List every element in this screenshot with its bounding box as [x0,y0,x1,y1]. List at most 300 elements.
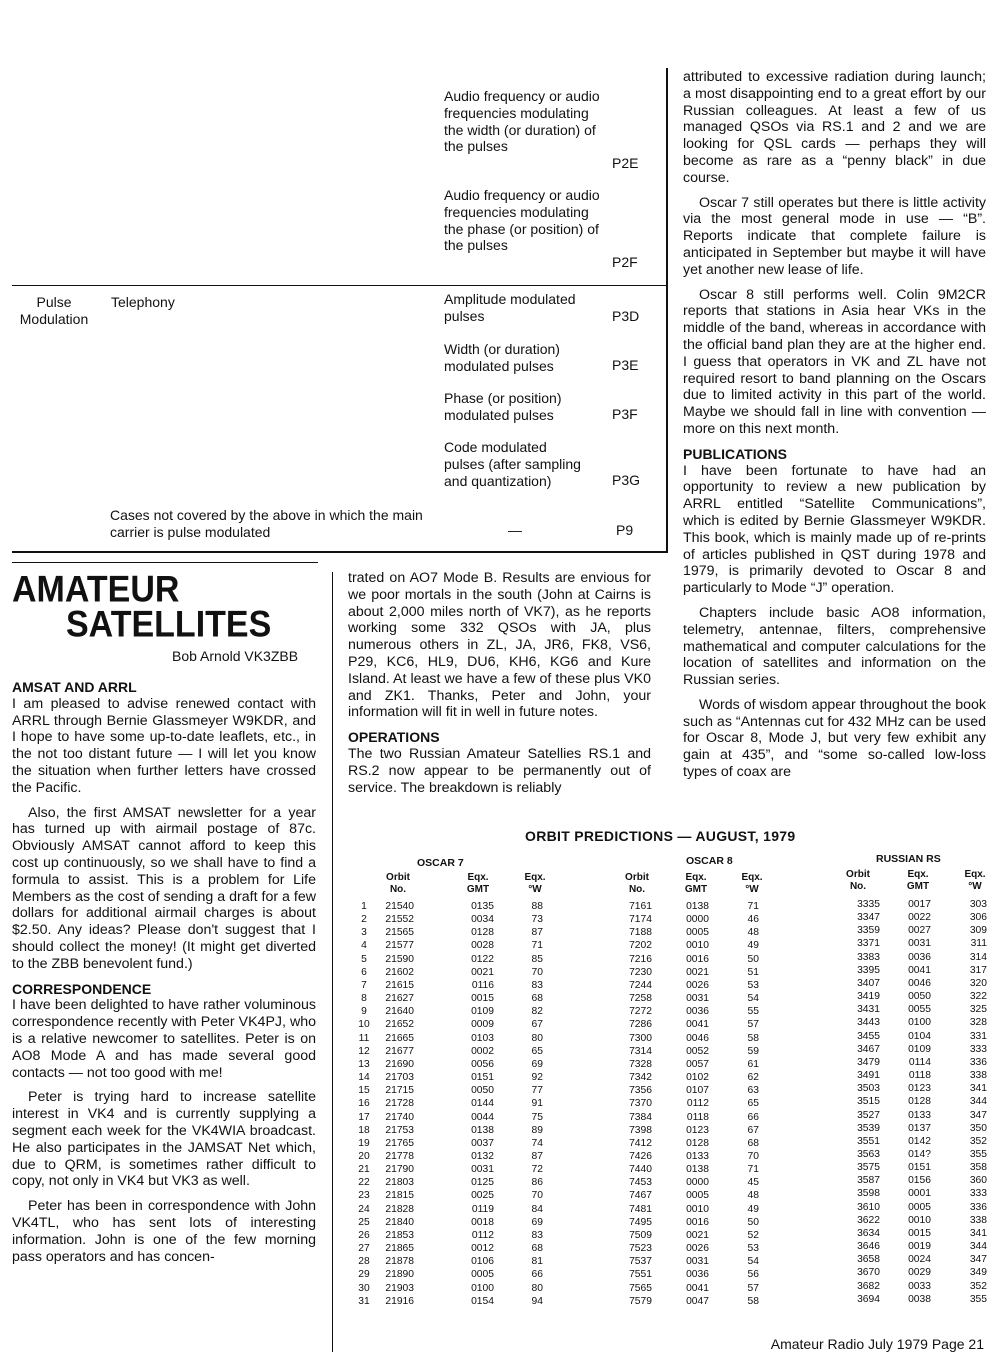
orbit-cell: 0106 [471,1256,494,1268]
orbit-cell: 0015 [908,1227,931,1239]
orbit-cell: 0021 [471,966,494,978]
orbit-cell: 3598 [857,1188,880,1200]
orbit-cell: 26 [358,1229,370,1241]
orbit-column-o8_orbit [608,900,652,1308]
orbit-column-header: Eqx. °W [524,872,546,895]
orbit-cell: 21778 [385,1150,414,1162]
orbit-cell: 1 [361,901,367,912]
orbit-cell: 3335 [857,899,880,910]
orbit-cell: 49 [747,940,759,952]
orbit-cell: 336 [969,1056,987,1068]
orbit-cell: 7398 [629,1124,652,1136]
orbit-cell: 73 [531,914,543,926]
orbit-cell: 0016 [686,1216,709,1228]
paragraph: The two Russian Amateur Satellies RS.1 and RS.2 now appear to be permanently out of service. The breakdown is reliably [348,745,651,796]
orbit-cell: 336 [969,1201,987,1213]
paragraph: I am pleased to advise renewed contact with ARRL through Bernie Glassmeyer W9KDR, and I hope to have some up-to-date leaflets, etc., in the not too distant future — I will let you know the situation when further letters have crossed the Pacific. [12,695,316,796]
orbit-cell: 0000 [686,914,709,926]
orbit-cell: 3587 [857,1175,880,1187]
orbit-cell: 7 [361,979,367,991]
orbit-cell: 0156 [908,1175,931,1187]
orbit-cell: 7314 [629,1045,652,1057]
orbit-cell: 80 [531,1032,543,1044]
table-row-p3d-desc: Amplitude modulated pulses [444,291,576,324]
orbit-cell: 0028 [471,940,494,952]
orbit-cell: 56 [747,1269,759,1281]
paragraph: I have been fortunate to have had an opportunity to review a new publication by ARRL entitled “Satellite Communications”, which is edited by Bernie Glassmeyer W9KDR. This book, which is mainly made up of re-prints of articles published in QST during 1978 and 1979, is primarily devoted to Oscar 8 and particularly to Mode “J” operation. [683,462,986,597]
orbit-column-header: Eqx. GMT [906,869,930,892]
orbit-cell: 0009 [471,1019,494,1031]
orbit-cell: 3407 [857,977,880,989]
orbit-cell: 83 [531,1229,543,1241]
orbit-cell: 15 [358,1085,370,1097]
orbit-cell: 6 [361,966,367,978]
section-heading: CORRESPONDENCE [12,980,152,997]
orbit-cell: 0000 [686,1177,709,1189]
orbit-cell: 3610 [857,1201,880,1213]
orbit-cell: 13 [358,1058,370,1070]
orbit-cell: 0046 [686,1032,709,1044]
orbit-cell: 19 [358,1137,370,1149]
orbit-cell: 3467 [857,1043,880,1055]
orbit-cell: 77 [531,1085,543,1097]
orbit-cell: 0031 [686,1256,709,1268]
orbit-cell: 30 [358,1282,370,1294]
orbit-cell: 21753 [385,1124,414,1136]
orbit-cell: 86 [531,1177,543,1189]
orbit-cell: 27 [358,1243,370,1255]
orbit-cell: 0123 [686,1124,709,1136]
orbit-cell: 0044 [471,1111,494,1123]
orbit-cell: 0031 [471,1164,494,1176]
orbit-cell: 7565 [629,1282,652,1294]
paragraph: I have been delighted to have rather voluminous correspondence recently with Peter VK4PJ, who is a relative newcomer to satellites. Peter is on AO8 Mode A and has made several good contacts — not too good with me! [12,997,316,1081]
orbit-cell: 65 [531,1045,543,1057]
orbit-cell: 12 [358,1045,370,1057]
orbit-cell: 17 [358,1111,370,1123]
orbit-cell: 74 [531,1137,543,1149]
orbit-cell: 7356 [629,1085,652,1097]
orbit-cell: 0050 [908,991,931,1003]
orbit-cell: 21815 [385,1190,414,1202]
table-final-row-text: Cases not covered by the above in which the main carrier is pulse modulated [110,507,423,540]
orbit-group-rs: RUSSIAN RS [876,853,941,865]
orbit-cell: 21627 [385,993,414,1005]
orbit-cell: 0010 [686,940,709,952]
orbit-cell: 21715 [385,1085,414,1097]
orbit-cell: 350 [969,1122,987,1134]
orbit-cell: 21853 [385,1229,414,1241]
table-row-p2e-code: P2E [612,155,639,171]
orbit-cell: 81 [531,1256,543,1268]
table-row-p2f-desc: Audio frequency or audio frequencies modulating the phase (or position) of the pulses [444,187,600,254]
table-row-p2f-code: P2F [612,254,638,270]
orbit-cell: 7509 [629,1229,652,1241]
orbit-cell: 338 [969,1214,987,1226]
orbit-cell: 3634 [857,1227,880,1239]
orbit-cell: 311 [970,938,987,950]
orbit-cell: 0055 [908,1004,931,1016]
orbit-cell: 0125 [471,1177,494,1189]
orbit-cell: 0138 [686,1164,709,1176]
orbit-cell: 14 [358,1072,370,1084]
orbit-cell: 71 [747,1164,759,1176]
orbit-cell: 62 [747,1072,759,1084]
orbit-cell: 352 [969,1135,987,1147]
article-byline: Bob Arnold VK3ZBB [172,648,299,664]
orbit-cell: 21765 [385,1137,414,1149]
orbit-column-o7_w [499,900,543,1308]
orbit-cell: 70 [531,966,543,978]
orbit-cell: 92 [531,1072,543,1084]
orbit-cell: 347 [969,1109,987,1121]
orbit-cell: 0046 [908,977,931,989]
orbit-cell: 0029 [908,1267,931,1279]
orbit-cell: 69 [531,1216,543,1228]
orbit-cell: 3503 [857,1083,880,1095]
orbit-cell: 7202 [629,940,652,952]
table-row-p3d-code: P3D [612,308,640,324]
orbit-cell: 0036 [686,1006,709,1018]
orbit-cell: 3646 [857,1241,880,1253]
orbit-cell: 28 [358,1256,370,1268]
orbit-cell: 0133 [908,1109,931,1121]
orbit-cell: 71 [531,940,543,952]
orbit-cell: 0112 [686,1098,709,1110]
orbit-cell: 21640 [385,1006,414,1018]
orbit-cell: 68 [531,1243,543,1255]
orbit-cell: 10 [358,1019,370,1031]
orbit-cell: 331 [969,1030,987,1042]
orbit-cell: 341 [969,1083,987,1095]
orbit-cell: 63 [747,1085,759,1097]
table-type-cell: Pulse Modulation [19,294,89,327]
orbit-cell: 0022 [908,912,931,924]
orbit-cell: 0021 [686,966,709,978]
orbit-cell: 53 [747,979,759,991]
orbit-cell: 322 [969,991,987,1003]
orbit-cell: 309 [969,925,987,937]
paragraph: Peter has been in correspondence with John VK4TL, who has sent lots of interesting information. John is one of the few morning pass operators and has concen- [12,1198,316,1265]
orbit-cell: 3 [361,927,367,939]
table-final-row-dash: — [508,522,522,538]
orbit-group-oscar7: OSCAR 7 [417,857,464,869]
orbit-cell: 68 [531,993,543,1005]
orbit-cell: 0133 [686,1150,709,1162]
orbit-cell: 3682 [857,1280,880,1292]
orbit-cell: 0114 [908,1056,931,1068]
orbit-cell: 52 [747,1229,759,1241]
orbit-cell: 0015 [471,993,494,1005]
paragraph: Chapters include basic AO8 information, telemetry, antennae, filters, comprehensive mathematical and computer calculations for the location of satellites and information on the Russian series. [683,604,986,689]
orbit-cell: 0128 [908,1096,931,1108]
orbit-cell: 320 [969,977,987,989]
orbit-cell: 328 [969,1017,987,1029]
orbit-cell: 16 [358,1098,370,1110]
orbit-cell: 0038 [908,1293,931,1305]
orbit-cell: 0138 [471,1124,494,1136]
orbit-cell: 21790 [385,1164,414,1176]
orbit-cell: 3539 [857,1122,880,1134]
orbit-cell: 21828 [385,1203,414,1215]
orbit-cell: 69 [531,1058,543,1070]
orbit-cell: 0016 [686,953,709,965]
orbit-cell: 0041 [686,1019,709,1031]
orbit-cell: 0118 [686,1111,709,1123]
orbit-cell: 29 [358,1269,370,1281]
orbit-cell: 3551 [857,1135,880,1147]
orbit-cell: 57 [747,1282,759,1294]
orbit-cell: 0154 [471,1295,494,1307]
orbit-group-oscar8: OSCAR 8 [686,855,733,867]
orbit-cell: 7426 [629,1150,652,1162]
orbit-column-rs_gmt [887,898,931,1306]
orbit-cell: 91 [531,1098,543,1110]
orbit-cell: 0104 [908,1030,931,1042]
orbit-cell: 325 [969,1004,987,1016]
orbit-cell: 59 [747,1045,759,1057]
orbit-column-header: Orbit No. [386,872,410,895]
article-column-2 [348,570,651,804]
orbit-column-header: Eqx. °W [964,869,986,892]
orbit-cell: 0122 [471,953,494,965]
orbit-cell: 333 [969,1043,987,1055]
table-row-p3e-desc: Width (or duration) modulated pulses [444,341,560,374]
orbit-cell: 7467 [629,1190,652,1202]
orbit-cell: 0005 [686,1190,709,1202]
orbit-cell: 0144 [471,1098,494,1110]
orbit-cell: 50 [747,1216,759,1228]
orbit-cell: 21665 [385,1032,414,1044]
orbit-cell: 24 [358,1203,370,1215]
orbit-cell: 7579 [629,1295,652,1307]
orbit-cell: 85 [531,953,543,965]
table-right-border [666,68,668,552]
column-rule-1 [332,572,333,1352]
orbit-cell: 55 [747,1006,759,1018]
orbit-cell: 66 [531,1269,543,1281]
orbit-cell: 341 [969,1227,987,1239]
orbit-cell: 0103 [471,1032,494,1044]
orbit-cell: 347 [969,1254,987,1266]
orbit-cell: 0019 [908,1241,931,1253]
orbit-cell: 21728 [385,1098,414,1110]
orbit-cell: 3443 [857,1017,880,1029]
table-row-p3f-desc: Phase (or position) modulated pulses [444,390,562,423]
orbit-cell: 3515 [857,1096,880,1108]
orbit-cell: 0041 [908,964,931,976]
orbit-cell: 82 [531,1006,543,1018]
paragraph: Oscar 7 still operates but there is little activity via the most general mode in use — “B”. Reports indicate that complete failure is anticipated in September but maybe it will have yet another new lease of life. [683,194,986,278]
orbit-cell: 7258 [629,993,652,1005]
orbit-cell: 7412 [629,1137,652,1149]
orbit-cell: 4 [361,940,367,952]
orbit-cell: 53 [747,1243,759,1255]
article-top-rule [12,562,318,563]
orbit-cell: 349 [969,1267,987,1279]
orbit-cell: 7551 [629,1269,652,1281]
orbit-cell: 0112 [471,1229,494,1241]
orbit-cell: 21 [358,1164,370,1176]
table-row-p3f-code: P3F [612,406,638,422]
orbit-cell: 0001 [908,1188,931,1200]
orbit-cell: 3563 [857,1148,880,1160]
orbit-cell: 0050 [471,1085,494,1097]
orbit-cell: 7230 [629,966,652,978]
orbit-cell: 8 [361,993,367,1005]
table-row-p2e-desc: Audio frequency or audio frequencies modulating the width (or duration) of the pulses [444,88,600,155]
orbit-cell: 3575 [857,1162,880,1174]
orbit-cell: 21577 [385,940,414,952]
orbit-cell: 72 [531,1164,543,1176]
orbit-cell: 21602 [385,966,414,978]
orbit-cell: 0109 [471,1006,494,1018]
orbit-cell: 21590 [385,953,414,965]
orbit-cell: 0018 [471,1216,494,1228]
orbit-cell: 3359 [857,925,880,937]
orbit-cell: 0128 [471,927,494,939]
orbit-cell: 70 [531,1190,543,1202]
orbit-cell: 31 [358,1295,370,1307]
paragraph: Also, the first AMSAT newsletter for a year has turned up with airmail postage of 87c. Obviously AMSAT cannot afford to keep this cost up continuously, so we shall have to find a formula to assist. This is a problem for Life Members as the cost of sending a draft for a few dollars for additional airmail charges is about $2.50. Any ideas? Please don't suggest that I should collect the money! (It might get diverted to the ZBB benevolent fund.) [12,804,316,972]
orbit-cell: 21803 [385,1177,414,1189]
orbit-cell: 3371 [857,938,880,950]
orbit-cell: 0017 [908,899,931,910]
orbit-cell: 7384 [629,1111,652,1123]
orbit-cell: 21878 [385,1256,414,1268]
orbit-cell: 66 [747,1111,759,1123]
orbit-cell: 7453 [629,1177,652,1189]
orbit-cell: 3455 [857,1030,880,1042]
orbit-cell: 0012 [471,1243,494,1255]
orbit-cell: 0138 [686,901,709,912]
orbit-cell: 0036 [908,951,931,963]
orbit-cell: 3419 [857,991,880,1003]
orbit-cell: 7161 [629,901,652,912]
orbit-cell: 0037 [471,1137,494,1149]
orbit-cell: 11 [358,1032,370,1044]
orbit-cell: 21865 [385,1243,414,1255]
orbit-cell: 7328 [629,1058,652,1070]
orbit-cell: 61 [747,1058,759,1070]
orbit-cell: 23 [358,1190,370,1202]
table-row-p3e-code: P3E [612,357,639,373]
orbit-cell: 21890 [385,1269,414,1281]
orbit-cell: 0100 [471,1282,494,1294]
orbit-cell: 0137 [908,1122,931,1134]
orbit-cell: 0002 [471,1045,494,1057]
orbit-cell: 0021 [686,1229,709,1241]
orbit-cell: 0034 [471,914,494,926]
table-divider-line [12,285,667,286]
orbit-cell: 7300 [629,1032,652,1044]
orbit-cell: 7481 [629,1203,652,1215]
orbit-cell: 344 [969,1096,987,1108]
orbit-cell: 87 [531,927,543,939]
table-row-p3g-desc: Code modulated pulses (after sampling and quantization) [444,439,581,489]
orbit-cell: 21840 [385,1216,414,1228]
orbit-column-header: Eqx. °W [741,872,763,895]
orbit-cell: 0119 [471,1203,494,1215]
orbit-cell: 358 [969,1162,987,1174]
orbit-column-header: Eqx. GMT [466,872,490,895]
orbit-cell: 306 [969,912,987,924]
orbit-cell: 84 [531,1203,543,1215]
orbit-cell: 0047 [686,1295,709,1307]
orbit-cell: 18 [358,1124,370,1136]
orbit-cell: 21540 [385,901,414,912]
orbit-cell: 3347 [857,912,880,924]
orbit-cell: 0005 [908,1201,931,1213]
orbit-cell: 352 [969,1280,987,1292]
orbit-cell: 7370 [629,1098,652,1110]
orbit-cell: 58 [747,1295,759,1307]
orbit-cell: 46 [747,914,759,926]
orbit-column-header: Orbit No. [625,872,649,895]
orbit-cell: 0128 [686,1137,709,1149]
orbit-cell: 67 [531,1019,543,1031]
orbit-cell: 3479 [857,1056,880,1068]
orbit-cell: 21740 [385,1111,414,1123]
orbit-cell: 0036 [686,1269,709,1281]
orbit-cell: 355 [969,1148,987,1160]
orbit-cell: 57 [747,1019,759,1031]
table-final-row-code: P9 [616,522,634,538]
orbit-column-o8_gmt [665,900,709,1308]
orbit-cell: 3694 [857,1293,880,1305]
orbit-cell: 0116 [471,979,494,991]
orbit-cell: 22 [358,1177,370,1189]
orbit-cell: 0052 [686,1045,709,1057]
orbit-cell: 0026 [686,979,709,991]
orbit-cell: 7188 [629,927,652,939]
orbit-cell: 75 [531,1111,543,1123]
orbit-cell: 0005 [686,927,709,939]
orbit-cell: 014? [908,1148,931,1160]
orbit-cell: 0027 [908,925,931,937]
orbit-cell: 314 [969,951,987,963]
orbit-cell: 21565 [385,927,414,939]
orbit-cell: 3491 [857,1070,880,1082]
orbit-cell: 3622 [857,1214,880,1226]
orbit-column-rs_orbit [836,898,880,1306]
orbit-cell: 7286 [629,1019,652,1031]
orbit-cell: 45 [747,1177,759,1189]
paragraph: trated on AO7 Mode B. Results are envious for we poor mortals in the south (John at Cairns is about 2,000 miles north of VK7), as he reports working some 332 QSOs with JA, plus numerous others in ZL, JA, JR6, FK8, VS6, P29, KC6, HL9, DU6, KH6, KG6 and Kure Island. At least we have a few of these plus VK0 and ZK1. Thanks, Peter and John, your information will fit in well in future notes. [348,570,651,721]
orbit-cell: 7495 [629,1216,652,1228]
orbit-cell: 0057 [686,1058,709,1070]
orbit-cell: 67 [747,1124,759,1136]
article-title-line-2: SATELLITES [66,603,272,645]
orbit-cell: 0031 [908,938,931,950]
orbit-cell: 0010 [908,1214,931,1226]
orbit-cell: 58 [747,1032,759,1044]
orbit-cell: 360 [969,1175,987,1187]
orbit-cell: 54 [747,993,759,1005]
orbit-cell: 0025 [471,1190,494,1202]
orbit-cell: 3431 [857,1004,880,1016]
orbit-cell: 50 [747,953,759,965]
orbit-cell: 0102 [686,1072,709,1084]
orbit-cell: 0135 [471,901,494,912]
orbit-cell: 3383 [857,951,880,963]
orbit-cell: 0151 [471,1072,494,1084]
orbit-cell: 7342 [629,1072,652,1084]
orbit-cell: 0142 [908,1135,931,1147]
orbit-cell: 51 [747,966,759,978]
paragraph: Oscar 8 still performs well. Colin 9M2CR reports that stations in Asia hear VKs in the middle of the band, whereas in accordance with the official band plan they are at the higher end. I guess that operators in VK and ZL have not required resort to band planning on the Oscars due to limited activity in this part of the world. Maybe we should fall in line with convention — more on this next month. [683,286,986,437]
orbit-column-o7_orbit [370,900,414,1308]
